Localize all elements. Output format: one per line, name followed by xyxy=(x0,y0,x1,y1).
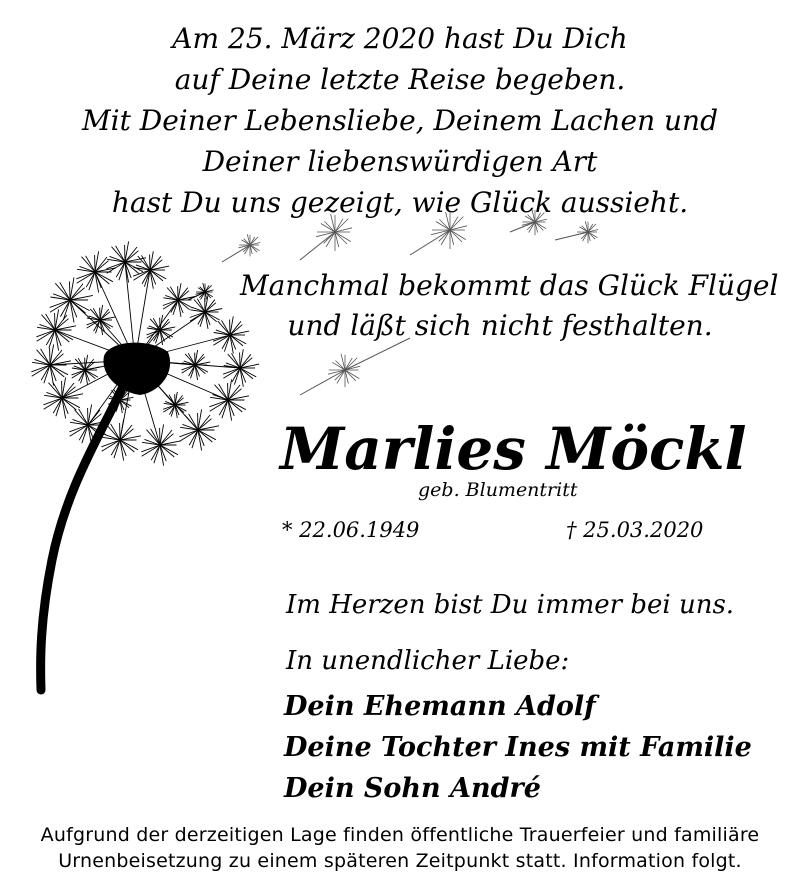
love-intro: In unendlicher Liebe: xyxy=(286,646,570,676)
poem-line: auf Deine letzte Reise begeben. xyxy=(174,63,626,96)
dandelion-receptacle xyxy=(103,343,170,395)
poem xyxy=(0,18,800,223)
funeral-notice xyxy=(0,822,800,874)
notice-line: Aufgrund der derzeitigen Lage finden öffentliche Trauerfeier und familiäre xyxy=(40,824,760,846)
maiden-name: geb. Blumentritt xyxy=(418,479,578,501)
quote xyxy=(240,266,779,346)
mourners-list xyxy=(284,686,752,809)
mourner: Deine Tochter Ines mit Familie xyxy=(284,732,752,763)
birth-date: * 22.06.1949 xyxy=(282,518,420,542)
poem-line: Am 25. März 2020 hast Du Dich xyxy=(172,22,628,55)
notice-line: Urnenbeisetzung zu einem späteren Zeitpunkt statt. Information folgt. xyxy=(58,850,742,872)
death-date: † 25.03.2020 xyxy=(566,518,704,542)
mourner: Dein Ehemann Adolf xyxy=(284,691,596,722)
quote-line: und läßt sich nicht festhalten. xyxy=(287,309,713,342)
mourner: Dein Sohn André xyxy=(284,773,541,804)
poem-line: Deiner liebenswürdigen Art xyxy=(202,145,598,178)
quote-line: Manchmal bekommt das Glück Flügel xyxy=(240,269,779,302)
poem-line: Mit Deiner Lebensliebe, Deinem Lachen und xyxy=(81,104,718,137)
deceased-name: Marlies Möckl xyxy=(280,415,747,483)
poem-line: hast Du uns gezeigt, wie Glück aussieht. xyxy=(111,186,689,219)
heart-line: Im Herzen bist Du immer bei uns. xyxy=(286,590,735,620)
